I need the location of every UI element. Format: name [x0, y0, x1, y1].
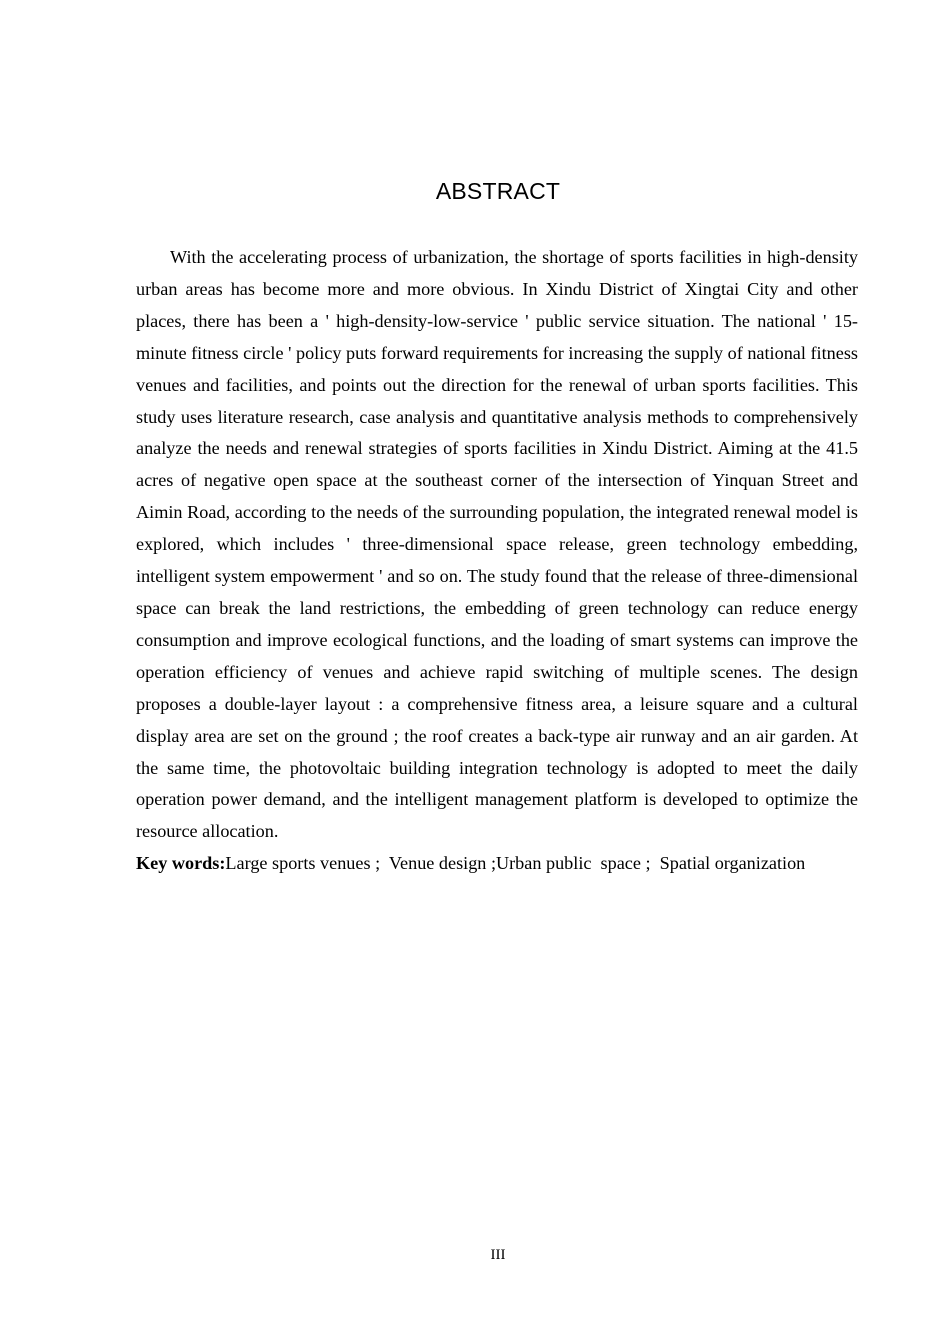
keywords-label: Key words:: [136, 853, 226, 873]
abstract-title: ABSTRACT: [435, 178, 561, 204]
keywords-line: [136, 848, 896, 880]
abstract-body: With the accelerating process of urbanization, the shortage of sports facilities in high-density urban areas has become more and more obvious. In Xindu District of Xingtai City and other places, there has been a ' high-density-low-service ' public service situation. The national ' 15-minute fitness circle ' policy puts forward requirements for increasing the supply of national fitness venues and facilities, and points out the direction for the renewal of urban sports facilities. This study uses literature research, case analysis and quantitative analysis methods to comprehensively analyze the needs and renewal strategies of sports facilities in Xindu District. Aiming at the 41.5 acres of negative open space at the southeast corner of the intersection of Yinquan Street and Aimin Road, according to the needs of the surrounding population, the integrated renewal model is explored, which includes ' three-dimensional space release, green technology embedding, intelligent system empowerment ' and so on. The study found that the release of three-dimensional space can break the land restrictions, the embedding of green technology can reduce energy consumption and improve ecological functions, and the loading of smart systems can improve the operation efficiency of venues and achieve rapid switching of multiple scenes. The design proposes a double-layer layout : a comprehensive fitness area, a leisure square and a cultural display area are set on the ground ; the roof creates a back-type air runway and an air garden. At the same time, the photovoltaic building integration technology is adopted to meet the daily operation power demand, and the intelligent management platform is developed to optimize the resource allocation.: [136, 247, 858, 842]
page-number: III: [490, 1247, 506, 1263]
keywords-text: Large sports venues ; Venue design ;Urban public space ; Spatial organization: [225, 853, 806, 873]
